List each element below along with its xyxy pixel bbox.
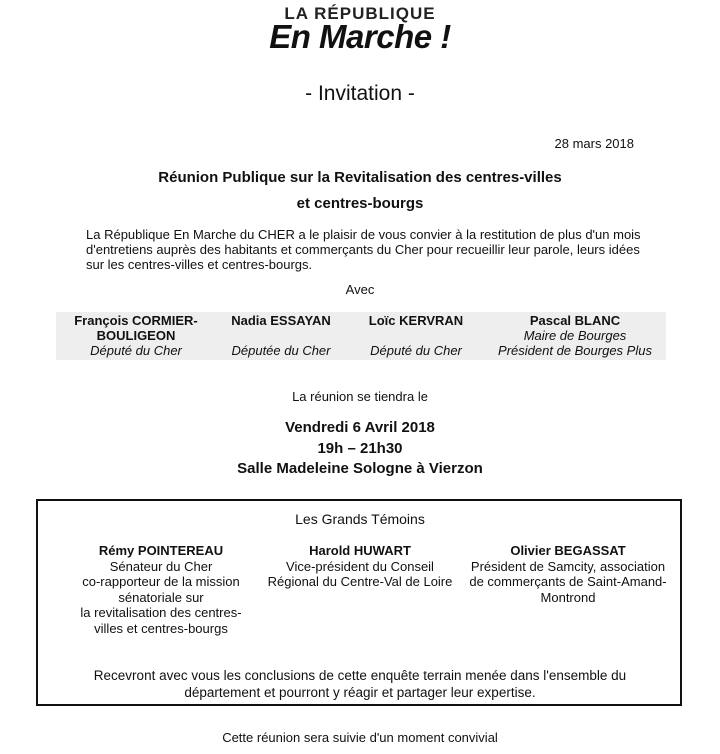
guest-cormier-bouligeon [56,313,216,358]
guest-role: Maire de Bourges [523,328,627,343]
intro-paragraph: La République En Marche du CHER a le plaisir de vous convier à la restitution de plus d'un mois d'entretiens auprès des habitants et commerçants du Cher pour recueillir leur parole, leurs idées sur les centres-villes et centres-bourgs. [86,227,641,272]
witness-role: Sénateur du Cher [109,558,213,574]
footer-note: Cette réunion sera suivie d'un moment convivial [222,730,498,745]
witness-pointereau [66,543,256,636]
logo-main-text: En Marche ! [269,18,451,55]
avec-label: Avec [345,282,375,297]
guest-role: Député du Cher [90,343,182,358]
guest-essayan [216,313,346,358]
witness-role: co-rapporteur de la mission sénatoriale sur [82,574,240,605]
witness-huwart [262,543,458,590]
logo-top-text: LA RÉPUBLIQUE [284,4,436,23]
guest-name: Nadia ESSAYAN [231,313,331,328]
guest-kervran [350,313,482,358]
guest-name: François CORMIER-BOULIGEON [74,313,198,343]
title-line-2: et centres-bourgs [296,195,424,212]
event-place: Salle Madeleine Sologne à Vierzon [237,460,483,477]
guest-role: Président de Bourges Plus [498,343,652,358]
witness-begassat [468,543,668,605]
witnesses-conclusion: Recevront avec vous les conclusions de cette enquête terrain menée dans l'ensemble du département et pourront y réagir et partager leur expertise. [93,668,627,700]
invitation-label: - Invitation - [305,82,415,105]
witness-name: Rémy POINTEREAU [98,543,224,558]
document-date: 28 mars 2018 [554,136,634,151]
witness-role: Vice-président du Conseil Régional du Centre-Val de Loire [267,558,453,589]
witness-role: la revitalisation des centres-villes et centres-bourgs [80,605,242,636]
witnesses-title: Les Grands Témoins [295,511,425,527]
witness-name: Harold HUWART [309,543,411,558]
event-time: 19h – 21h30 [317,440,403,457]
guest-name: Loïc KERVRAN [368,313,464,328]
witness-role: Président de Samcity, association de commerçants de Saint-Amand-Montrond [469,558,667,605]
guest-name: Pascal BLANC [529,313,621,328]
meeting-intro: La réunion se tiendra le [292,389,428,404]
guest-blanc [486,313,664,358]
witness-name: Olivier BEGASSAT [510,543,626,558]
guest-role: Députée du Cher [231,343,331,358]
event-day: Vendredi 6 Avril 2018 [285,419,435,436]
title-line-1: Réunion Publique sur la Revitalisation des centres-villes [158,169,562,186]
guest-role: Député du Cher [370,343,462,358]
